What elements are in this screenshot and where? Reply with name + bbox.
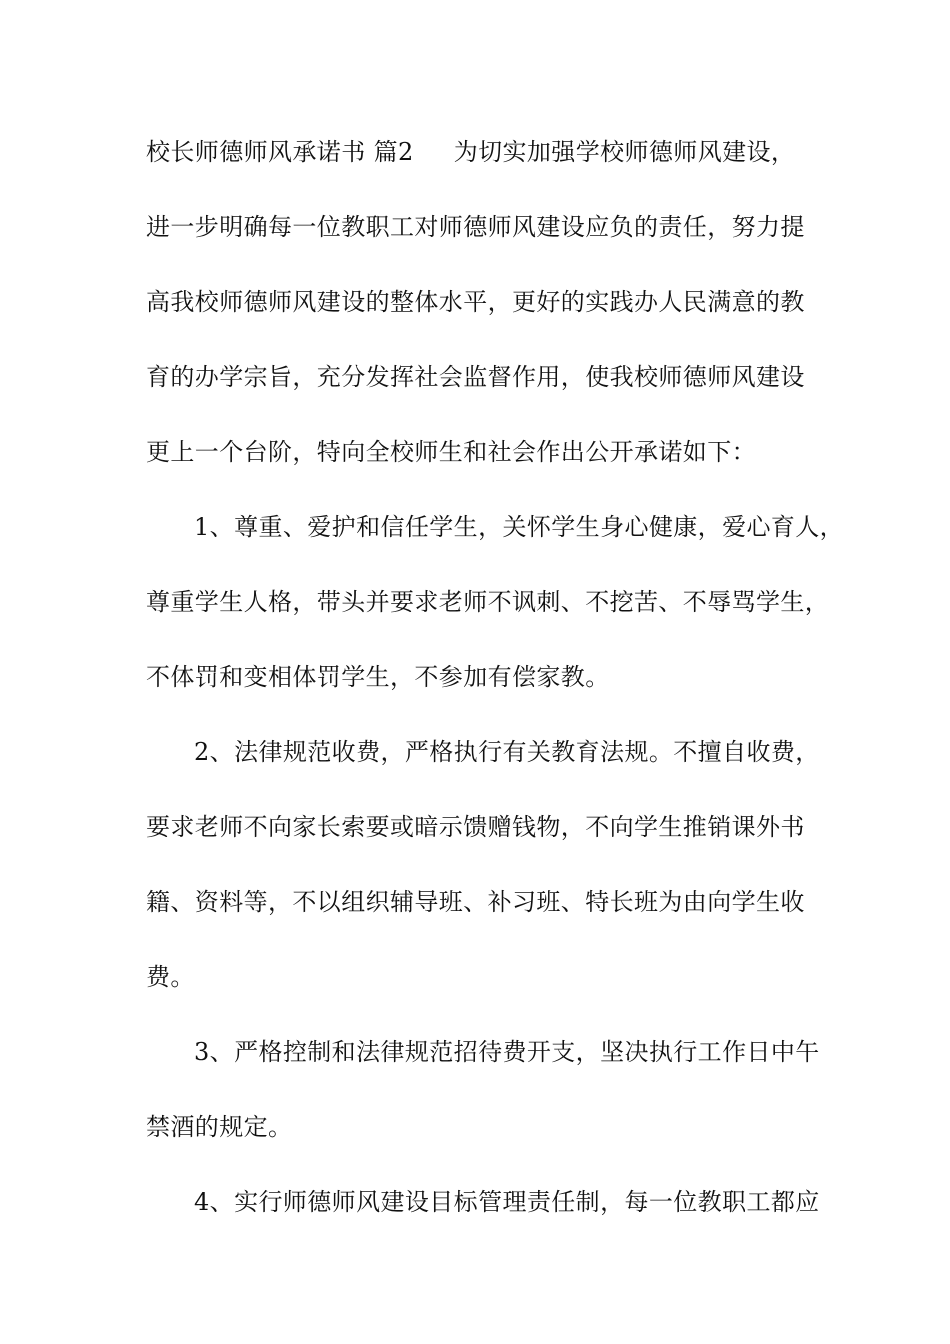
text-line-9: 2、法律规范收费，严格执行有关教育法规。不擅自收费， [194, 738, 820, 766]
text-line-12: 费。 [146, 963, 195, 991]
text-line-6: 1、尊重、爱护和信任学生，关怀学生身心健康，爱心育人， [194, 513, 845, 541]
text-line-13: 3、严格控制和法律规范招待费开支，坚决执行工作日中午 [194, 1038, 820, 1066]
text-line-15: 4、实行师德师风建设目标管理责任制，每一位教职工都应 [194, 1188, 820, 1216]
paragraph-intro-start: 为切实加强学校师德师风建设， [453, 138, 796, 166]
text-line-8: 不体罚和变相体罚学生，不参加有偿家教。 [146, 663, 610, 691]
document-heading: 校长师德师风承诺书 篇2 [146, 138, 414, 166]
text-line-14: 禁酒的规定。 [146, 1113, 293, 1141]
text-line-2: 进一步明确每一位教职工对师德师风建设应负的责任，努力提 [146, 213, 805, 241]
text-line-5: 更上一个台阶，特向全校师生和社会作出公开承诺如下： [146, 438, 756, 466]
text-line-7: 尊重学生人格，带头并要求老师不讽刺、不挖苦、不辱骂学生， [146, 588, 830, 616]
text-line-3: 高我校师德师风建设的整体水平，更好的实践办人民满意的教 [146, 288, 805, 316]
text-line-4: 育的办学宗旨，充分发挥社会监督作用，使我校师德师风建设 [146, 363, 805, 391]
text-line-11: 籍、资料等，不以组织辅导班、补习班、特长班为由向学生收 [146, 888, 805, 916]
text-line-10: 要求老师不向家长索要或暗示馈赠钱物，不向学生推销课外书 [146, 813, 805, 841]
document-body [146, 130, 845, 1255]
text-line-1 [146, 130, 836, 205]
